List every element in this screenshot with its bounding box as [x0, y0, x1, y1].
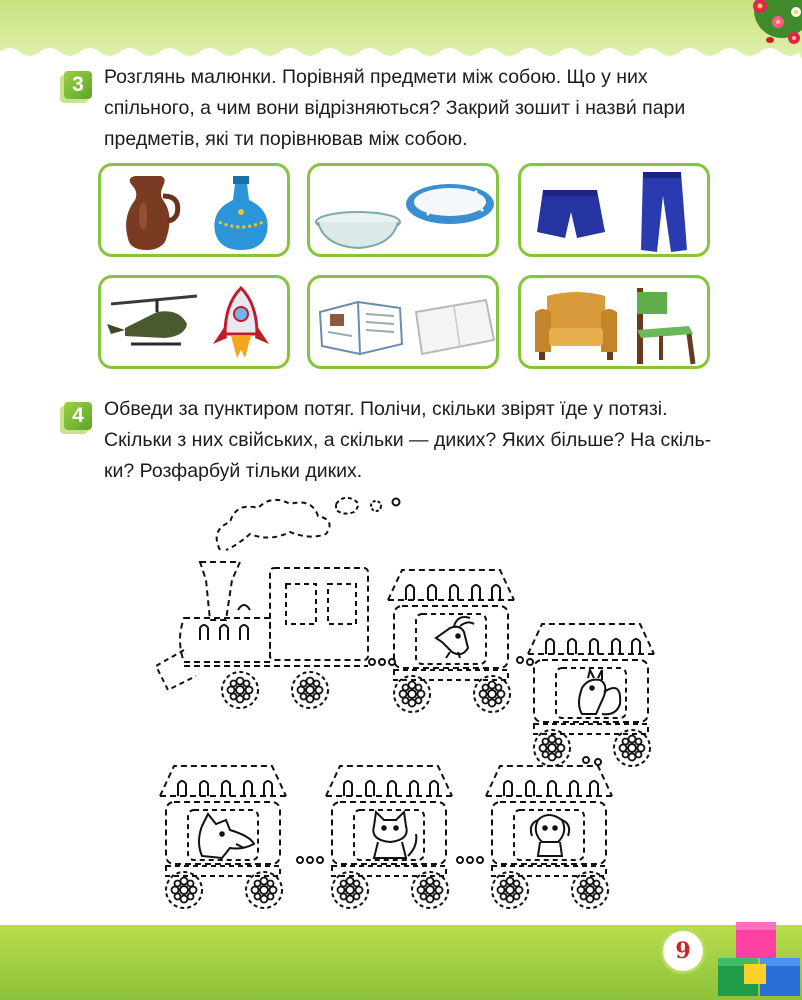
task-number-badge: 3	[64, 71, 92, 99]
vase-icon	[214, 176, 267, 250]
wagon-dog	[486, 766, 612, 908]
locomotive	[156, 562, 368, 708]
picture-card-book-notebook	[307, 275, 499, 369]
task-4-line-3: ки? Розфарбуй тільки диких.	[104, 460, 363, 482]
plate-icon	[406, 184, 494, 224]
task-3-line-1: Розглянь малюнки. Порівняй предмети між собою. Що у них	[104, 66, 648, 88]
trousers-icon	[641, 172, 687, 252]
picture-card-bowl-plate	[307, 163, 499, 257]
wagon-wolf	[160, 766, 286, 908]
picture-card-shorts-trousers	[518, 163, 710, 257]
book-icon	[320, 302, 402, 354]
wolf-icon	[199, 814, 254, 858]
task-3-instructions	[104, 62, 760, 155]
notebook-icon	[416, 300, 494, 354]
dotted-train-drawing	[140, 490, 680, 910]
squirrel-icon	[579, 670, 620, 714]
toy-cubes-decoration	[714, 918, 802, 1000]
rocket-icon	[213, 288, 269, 358]
task-4-line-1: Обведи за пунктиром потяг. Полічи, скільки звірят їде у потязі.	[104, 398, 668, 420]
corner-flowers-decoration	[712, 0, 802, 60]
picture-card-helicopter-rocket	[98, 275, 290, 369]
shorts-icon	[537, 190, 605, 238]
bowl-icon	[316, 212, 400, 248]
task-3-line-2: спільного, а чим вони відрізняються? Закрий зошит і назви́ пари	[104, 97, 686, 119]
armchair-icon	[535, 292, 617, 360]
cat-icon	[373, 812, 416, 858]
task-3-line-3: предметів, які ти порівнював між собою.	[104, 128, 468, 150]
dog-icon	[531, 815, 569, 856]
chair-icon	[637, 288, 693, 364]
helicopter-icon	[107, 296, 197, 344]
task-4-line-2: Скільки з них свійських, а скільки — диких? Яких більше? На скіль-	[104, 429, 712, 451]
page-number: 9	[660, 928, 706, 974]
wagon-squirrel	[528, 624, 654, 766]
task-number-badge: 4	[64, 402, 92, 430]
jug-icon	[126, 176, 178, 250]
wagon-cat	[326, 766, 452, 908]
picture-card-armchair-chair	[518, 275, 710, 369]
wagon-goat	[388, 570, 514, 712]
goat-icon	[436, 617, 474, 658]
picture-card-jug-vase	[98, 163, 290, 257]
task-4-instructions	[104, 394, 760, 487]
